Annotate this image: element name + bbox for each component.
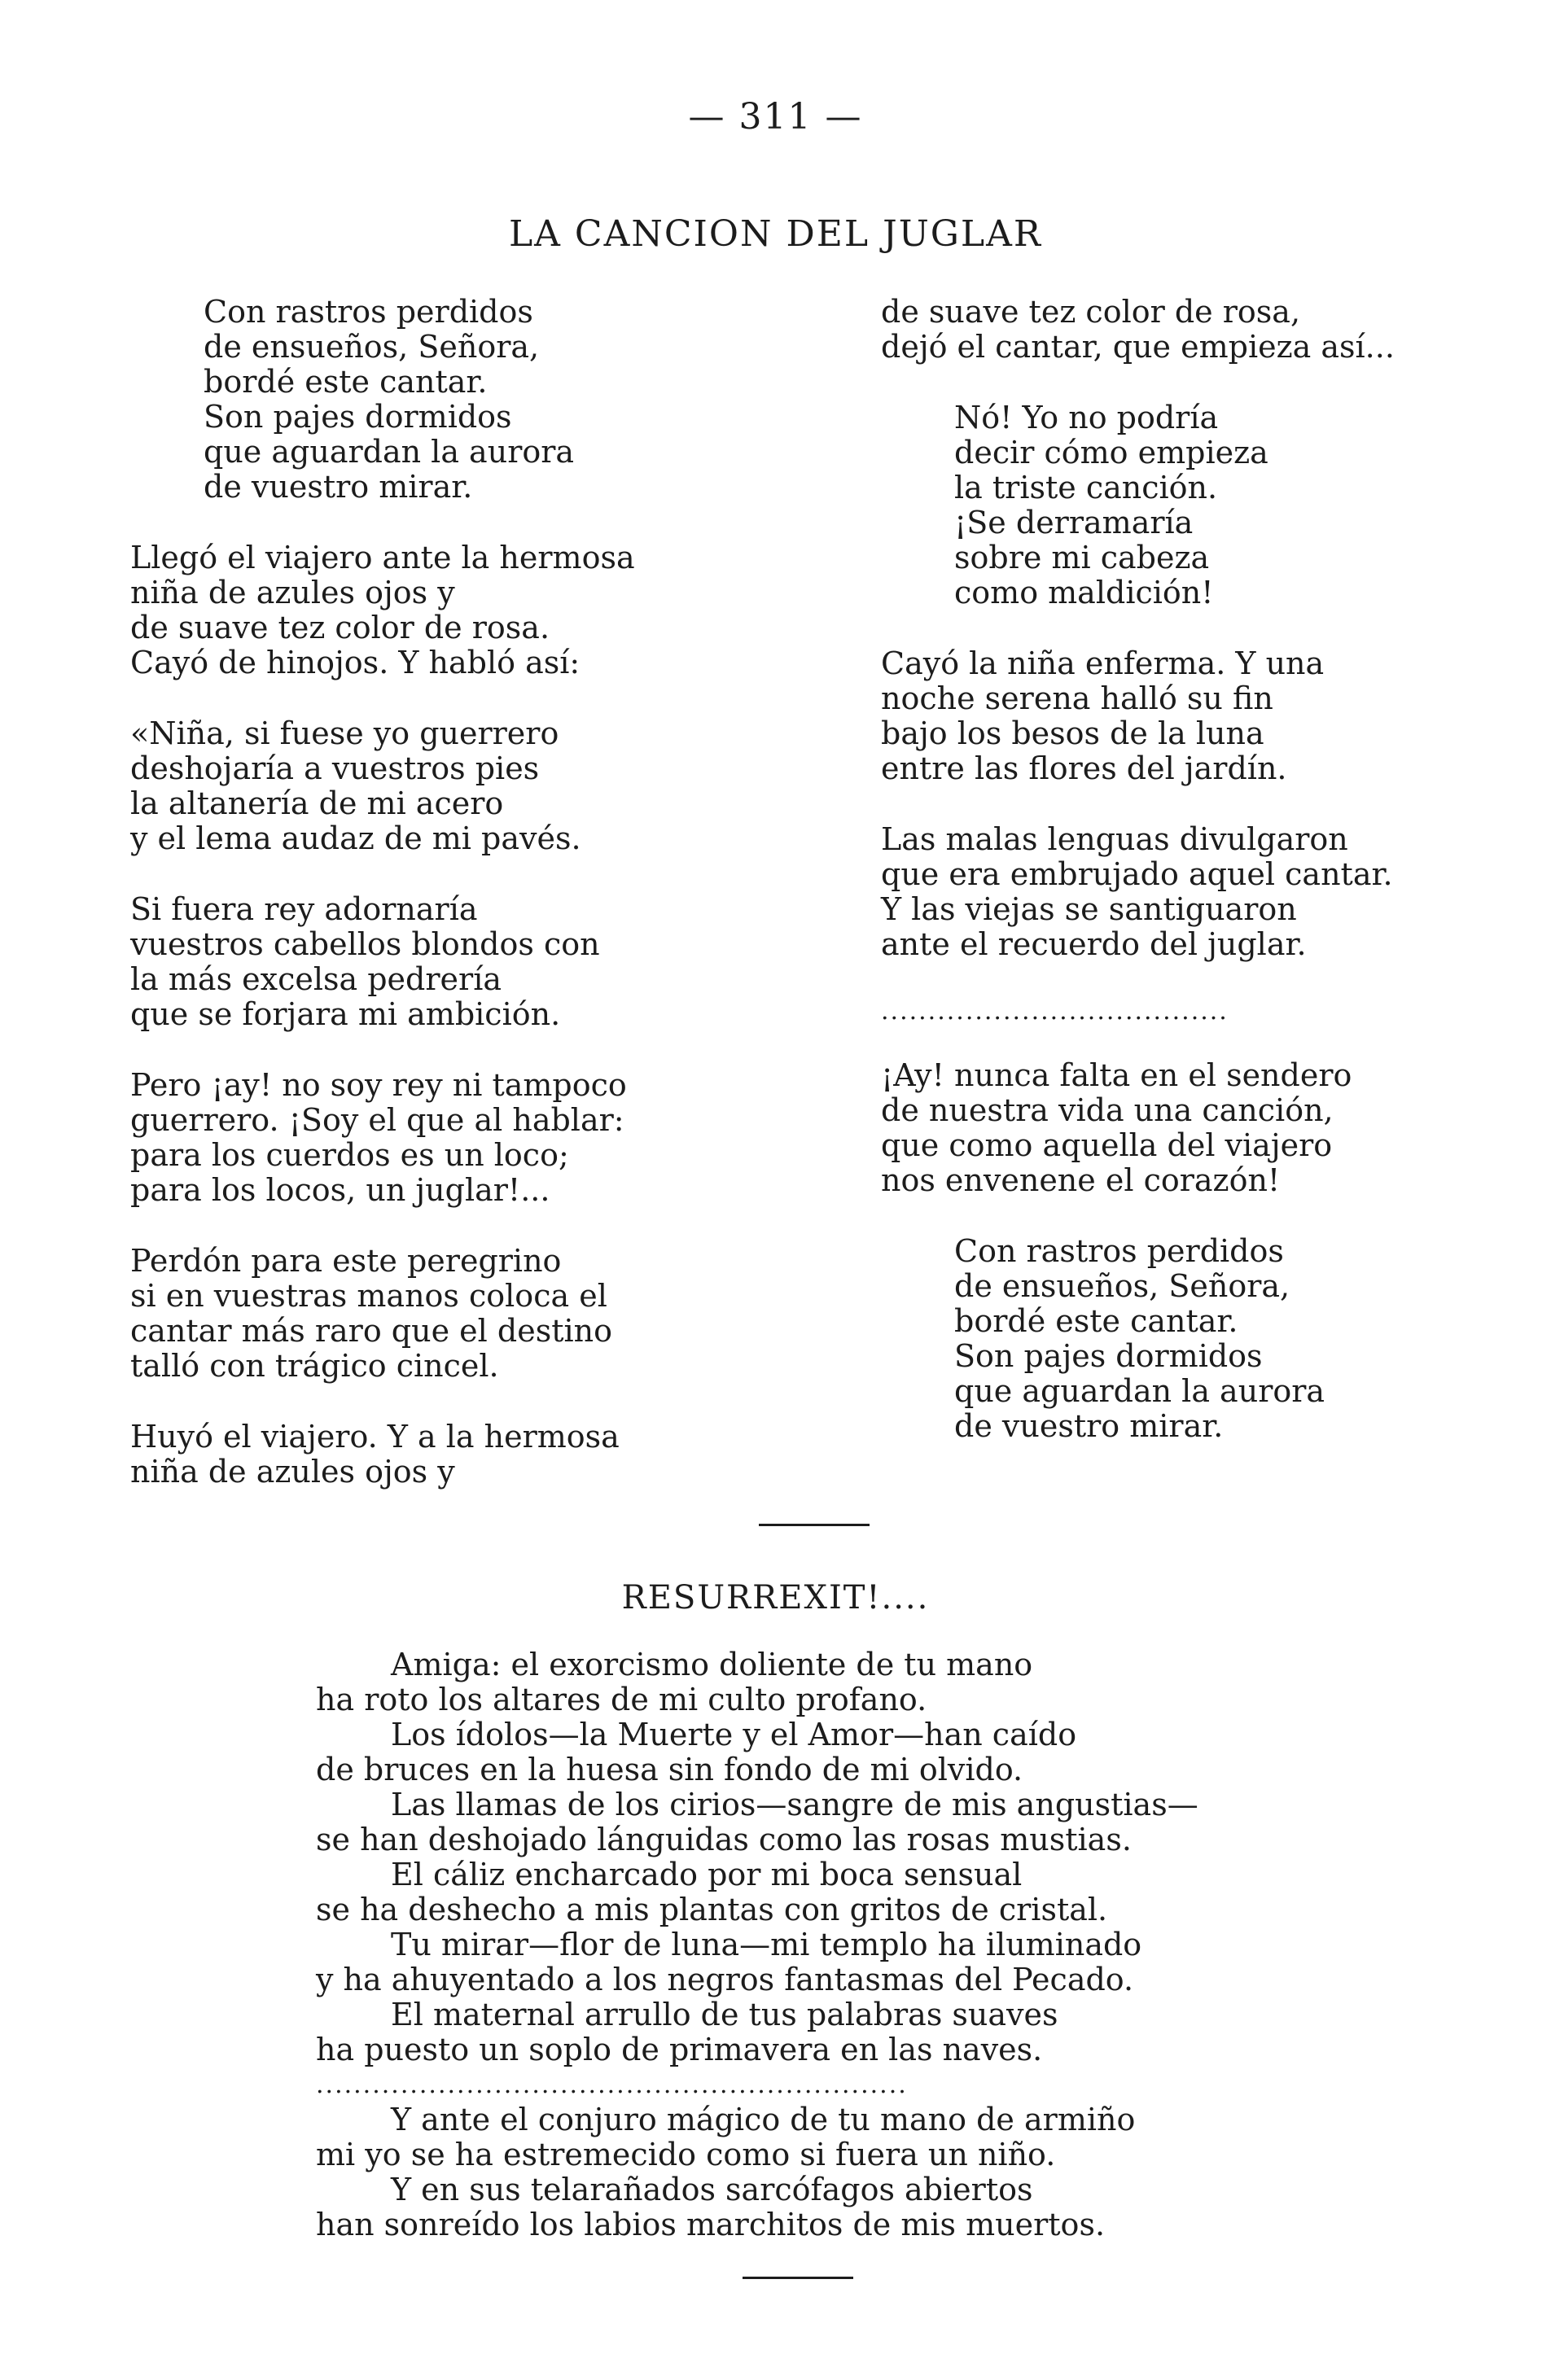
verse-line: cantar más raro que el destino (130, 1313, 612, 1349)
verse-line: nos envenene el corazón! (881, 1162, 1281, 1198)
verse-line: de vuestro mirar. (954, 1408, 1224, 1444)
second-poem-body (316, 1647, 1198, 2242)
verse-line: de suave tez color de rosa. (130, 610, 550, 645)
verse-line: bordé este cantar. (204, 364, 488, 400)
verse-line: «Niña, si fuese yo guerrero (130, 715, 559, 751)
verse-line: que se forjara mi ambición. (130, 996, 561, 1032)
verse-line: noche serena halló su fin (881, 680, 1273, 716)
verse-line: han sonreído los labios marchitos de mis muertos. (316, 2207, 1106, 2242)
verse-line: Y ante el conjuro mágico de tu mano de armiño (391, 2102, 1136, 2137)
verse-line: Perdón para este peregrino (130, 1243, 562, 1279)
stanza (881, 400, 1395, 610)
poem-title: LA CANCION DEL JUGLAR (508, 213, 1043, 255)
verse-line: vuestros cabellos blondos con (130, 926, 600, 962)
verse-line: de vuestro mirar. (204, 469, 473, 505)
stanza (881, 1234, 1395, 1444)
verse-line: de bruces en la huesa sin fondo de mi olvido. (316, 1752, 1023, 1787)
verse-line: Cayó de hinojos. Y habló así: (130, 645, 581, 680)
verse-line: Los ídolos—la Muerte y el Amor—han caído (391, 1717, 1077, 1752)
verse-line: bordé este cantar. (954, 1303, 1238, 1339)
verse-line: que como aquella del viajero (881, 1127, 1333, 1163)
verse-line: niña de azules ojos y (130, 575, 455, 610)
end-rule (743, 2277, 853, 2279)
verse-line: de ensueños, Señora, (204, 329, 540, 365)
verse-line: y ha ahuyentado a los negros fantasmas del Pecado. (316, 1962, 1134, 1997)
stanza (881, 1058, 1395, 1198)
verse-line: ha roto los altares de mi culto profano. (316, 1682, 927, 1717)
verse-line: de suave tez color de rosa, (881, 294, 1301, 330)
verse-line: decir cómo empieza (954, 435, 1268, 470)
verse-line: que aguardan la aurora (954, 1373, 1325, 1409)
stanza (130, 892, 635, 1032)
stanza (881, 822, 1395, 962)
verse-line: ¡Ay! nunca falta en el sendero (881, 1057, 1352, 1093)
verse-line: se ha deshecho a mis plantas con gritos de cristal. (316, 1892, 1108, 1927)
stanza (881, 646, 1395, 786)
verse-line: para los locos, un juglar!... (130, 1172, 550, 1208)
page-number: — 311 — (688, 96, 863, 138)
verse-line: El cáliz encharcado por mi boca sensual (391, 1857, 1023, 1892)
stanza (130, 1068, 635, 1208)
verse-line: de nuestra vida una canción, (881, 1092, 1334, 1128)
ellipsis-separator: ..................................... (881, 997, 1229, 1026)
stanza (130, 295, 635, 505)
verse-line: la altanería de mi acero (130, 785, 504, 821)
verse-line: bajo los besos de la luna (881, 715, 1264, 751)
stanza (130, 1420, 635, 1490)
verse-line: Pero ¡ay! no soy rey ni tampoco (130, 1067, 627, 1103)
verse-line: que aguardan la aurora (204, 434, 575, 470)
verse-line: deshojaría a vuestros pies (130, 750, 540, 786)
verse-line: guerrero. ¡Soy el que al hablar: (130, 1102, 624, 1138)
verse-line: como maldición! (954, 575, 1214, 610)
verse-line: si en vuestras manos coloca el (130, 1278, 607, 1314)
verse-line: y el lema audaz de mi pavés. (130, 820, 581, 856)
stanza (881, 295, 1395, 365)
verse-line: sobre mi cabeza (954, 540, 1210, 575)
verse-line: talló con trágico cincel. (130, 1348, 499, 1384)
verse-line: Si fuera rey adornaría (130, 891, 478, 927)
verse-line: niña de azules ojos y (130, 1454, 455, 1490)
verse-line: que era embrujado aquel cantar. (881, 856, 1393, 892)
verse-line: Tu mirar—flor de luna—mi templo ha iluminado (391, 1927, 1142, 1962)
verse-line: mi yo se ha estremecido como si fuera un niño. (316, 2137, 1056, 2172)
verse-line: Llegó el viajero ante la hermosa (130, 540, 635, 575)
verse-line: Las malas lenguas divulgaron (881, 821, 1348, 857)
verse-line: Son pajes dormidos (954, 1338, 1263, 1374)
verse-line: Amiga: el exorcismo doliente de tu mano (391, 1647, 1033, 1682)
verse-line: Cayó la niña enferma. Y una (881, 645, 1325, 681)
stanza (130, 540, 635, 680)
verse-line: Y las viejas se santiguaron (881, 891, 1297, 927)
verse-line: de ensueños, Señora, (954, 1268, 1290, 1304)
ellipsis-separator: ............................................................... (316, 2071, 908, 2099)
verse-line: Las llamas de los cirios—sangre de mis angustias— (391, 1787, 1198, 1822)
verse-line: ha puesto un soplo de primavera en las naves. (316, 2032, 1043, 2067)
stanza (130, 716, 635, 856)
verse-line: Nó! Yo no podría (954, 400, 1219, 435)
verse-line: Con rastros perdidos (954, 1233, 1284, 1269)
verse-line: Huyó el viajero. Y a la hermosa (130, 1419, 620, 1455)
verse-line: se han deshojado lánguidas como las rosas mustias. (316, 1822, 1132, 1857)
stanza (130, 1244, 635, 1384)
verse-line: Y en sus telarañados sarcófagos abiertos (391, 2172, 1033, 2207)
verse-line: dejó el cantar, que empieza así... (881, 329, 1395, 365)
poem-left-column (130, 295, 635, 1525)
verse-line: El maternal arrullo de tus palabras suaves (391, 1997, 1058, 2032)
section-rule (759, 1524, 870, 1526)
verse-line: entre las flores del jardín. (881, 750, 1287, 786)
verse-line: Son pajes dormidos (204, 399, 512, 435)
poem-right-column (881, 295, 1395, 1480)
verse-line: ante el recuerdo del juglar. (881, 926, 1307, 962)
verse-line: la más excelsa pedrería (130, 961, 502, 997)
verse-line: para los cuerdos es un loco; (130, 1137, 569, 1173)
verse-line: la triste canción. (954, 470, 1218, 505)
second-poem-title: RESURREXIT!.... (621, 1579, 930, 1617)
verse-line: Con rastros perdidos (204, 294, 533, 330)
verse-line: ¡Se derramaría (954, 505, 1194, 540)
